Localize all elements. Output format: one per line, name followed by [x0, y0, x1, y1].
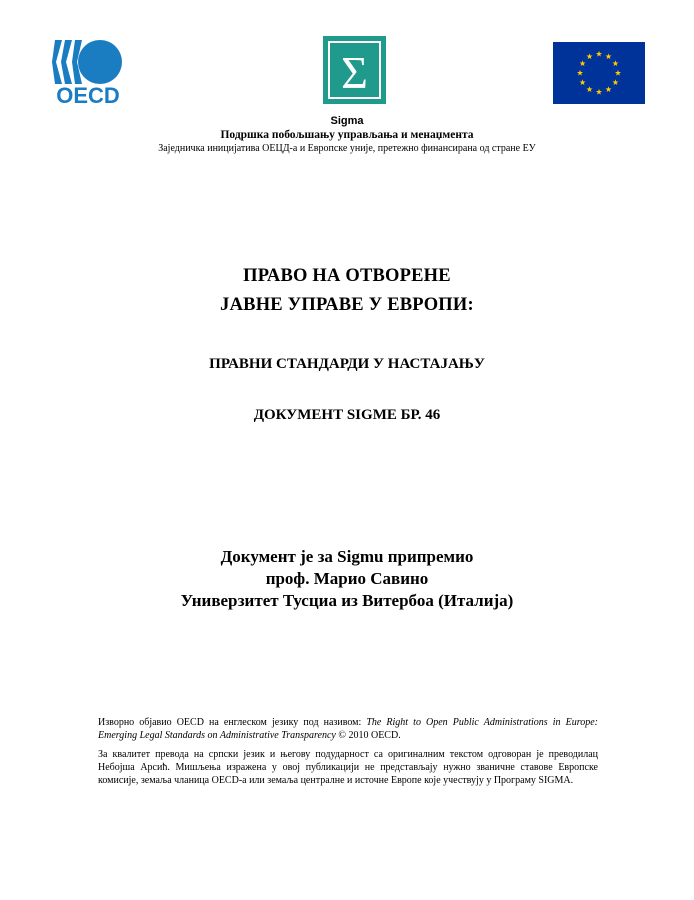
document-title [0, 262, 694, 320]
footer-paragraph-1 [98, 716, 598, 742]
oecd-logo [52, 36, 124, 106]
author-line-1: Документ је за Sigmu припремио [220, 547, 474, 566]
oecd-logo-text: OECD [56, 83, 120, 106]
footer-p1-tail: © 2010 OECD. [335, 730, 401, 741]
eu-flag-logo [553, 42, 645, 104]
footer-p1-title: The Right to Open Public Administrations in Europe: Emerging Legal Standards on Administrative Transparency [98, 717, 598, 741]
sigma-logo [323, 36, 386, 104]
title-line-1: ПРАВО НА ОТВОРЕНЕ [243, 266, 451, 286]
org-subtitle: Подршка побољшању управљања и менаџмента [220, 129, 474, 141]
org-name: Sigma [330, 115, 364, 127]
footer-paragraph-2: За квалитет превода на српски језик и његову подударност са оригиналним текстом одговоран је преводилац Небојша Арсић. Мишљења изражена у овој публикацији не представљају нужно званичне ставове Европске комисије, земаља чланица OECD-а или земаља централне и источне Европе које учествују у Програму SIGMA. [98, 749, 598, 786]
sigma-glyph: Σ [341, 47, 368, 98]
header-block [0, 114, 694, 155]
footer-p1-lead: Изворно објавио OECD на енглеском језику под називом: [98, 717, 367, 728]
title-line-2: ЈАВНЕ УПРАВЕ У ЕВРОПИ: [220, 295, 474, 315]
document-number: ДОКУМЕНТ SIGME БР. 46 [253, 407, 441, 423]
footer-notes [98, 716, 598, 793]
author-line-3: Универзитет Тусциа из Витербоа (Италија) [180, 591, 514, 610]
document-subtitle: ПРАВНИ СТАНДАРДИ У НАСТАЈАЊУ [209, 356, 485, 372]
author-line-2: проф. Марио Савино [265, 569, 429, 588]
org-note: Заједничка иницијатива ОЕЦД-а и Европске уније, претежно финансирана од стране ЕУ [158, 143, 536, 154]
author-block [0, 546, 694, 612]
